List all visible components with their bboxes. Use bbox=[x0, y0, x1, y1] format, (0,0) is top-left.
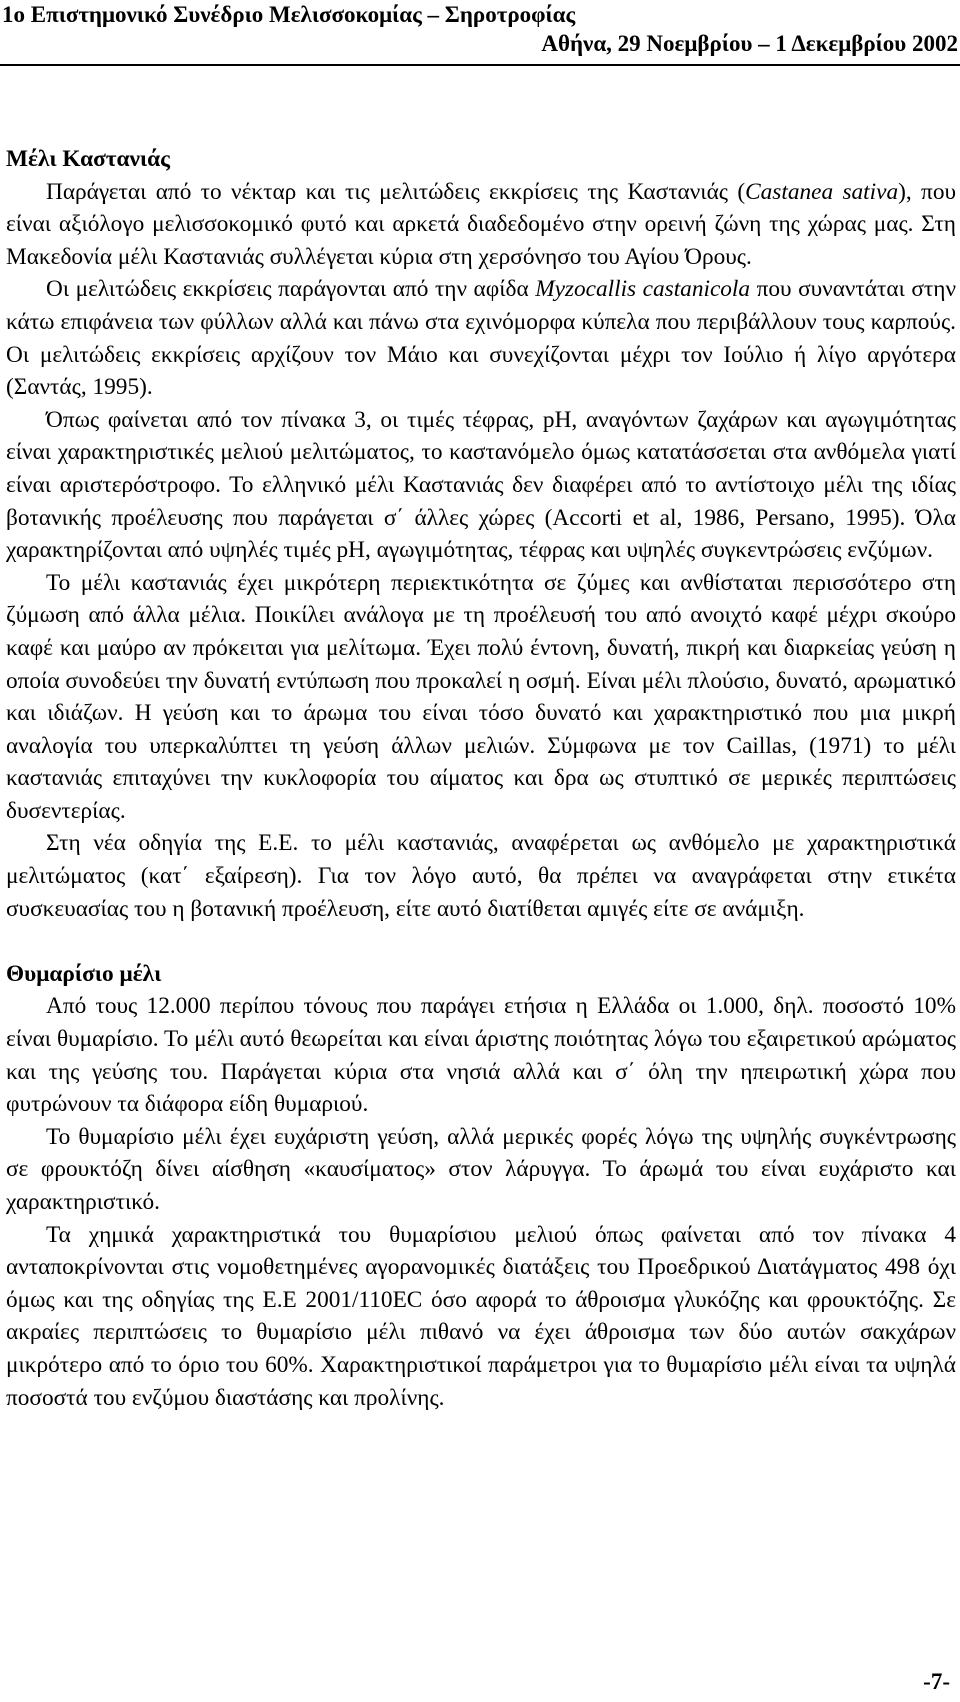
paragraph: Το μέλι καστανιάς έχει μικρότερη περιεκτικότητα σε ζύμες και ανθίσταται περισσότερο στη ζύμωση από άλλα μέλια. Ποικίλει ανάλογα με τη προέλευσή του από ανοιχτό καφέ μέχρι σκούρο καφέ και μαύρο αν πρόκειται για μελίτωμα. Έχει πολύ έντονη, δυνατή, πικρή και διαρκείας γεύση η οποία συνοδεύει την δυνατή εντύπωση που προκαλεί η οσμή. Είναι μέλι πλούσιο, δυνατό, αρωματικό και ιδιάζων. Η γεύση και το άρωμα του είναι τόσο δυνατό και χαρακτηριστικό που μια μικρή αναλογία του υπερκαλύπτει τη γεύση άλλων μελιών. Σύμφωνα με τον Caillas, (1971) το μέλι καστανιάς επιταχύνει την κυκλοφορία του αίματος και δρα ως στυπτικό σε μερικές περιπτώσεις δυσεντερίας. bbox=[6, 569, 956, 824]
scientific-name: Castanea sativa bbox=[745, 178, 899, 205]
scientific-name: Myzocallis castanicola bbox=[535, 276, 751, 303]
paragraph: Από τους 12.000 περίπου τόνους που παράγει ετήσια η Ελλάδα οι 1.000, δηλ. ποσοστό 10% είναι θυμαρίσιο. Το μέλι αυτό θεωρείται και είναι άριστης ποιότητας λόγω του εξαιρετικού αρώματος και της γεύσης του. Παράγεται κύρια στα νησιά αλλά και σ΄ όλη την ηπειρωτική χώρα που φυτρώνουν τα διάφορα είδη θυμαριού. bbox=[6, 993, 956, 1118]
text-run: που συναντάται στην κάτω επιφάνεια των φύλλων αλλά και πάνω στα εχινόμορφα κύπελα που περιβάλλουν τους καρπούς. Οι μελιτώδεις εκκρίσεις αρχίζουν τον Μάιο και συνεχίζονται μέχρι τον Ιούλιο ή λίγο αργότερα (Σαντάς, 1995). bbox=[6, 276, 956, 401]
text-run: Παράγεται από το νέκταρ και τις μελιτώδεις εκκρίσεις της Καστανιάς ( bbox=[46, 178, 746, 205]
document-body bbox=[6, 143, 956, 1414]
header-divider bbox=[0, 64, 960, 66]
paragraph: Όπως φαίνεται από τον πίνακα 3, οι τιμές τέφρας, pH, αναγόντων ζαχάρων και αγωγιμότητας είναι χαρακτηριστικές μελιού μελιτώματος, το καστανόμελο όμως κατατάσσεται στα ανθόμελα γιατί είναι αριστερόστροφο. Το ελληνικό μέλι Καστανιάς δεν διαφέρει από το αντίστοιχο μέλι της ιδίας βοτανικής προέλευσης που παράγεται σ΄ άλλες χώρες (Accorti et al, 1986, Persano, 1995). Όλα χαρακτηρίζονται από υψηλές τιμές pH, αγωγιμότητας, τέφρας και υψηλές συγκεντρώσεις ενζύμων. bbox=[6, 406, 956, 564]
section-title-thyme-honey: Θυμαρίσιο μέλι bbox=[6, 960, 162, 987]
text-run: ), που είναι αξιόλογο μελισσοκομικό φυτό και αρκετά διαδεδομένο στην ορεινή ζώνη της χώρας μας. Στη Μακεδονία μέλι Καστανιάς συλλέγεται κύρια στη χερσόνησο του Αγίου Όρους. bbox=[6, 178, 956, 270]
paragraph: Στη νέα οδηγία της Ε.Ε. το μέλι καστανιάς, αναφέρεται ως ανθόμελο με χαρακτηριστικά μελιτώματος (κατ΄ εξαίρεση). Για τον λόγο αυτό, θα πρέπει να αναγράφεται στην ετικέτα συσκευασίας του η βοτανική προέλευση, είτε αυτό διατίθεται αμιγές είτε σε ανάμιξη. bbox=[6, 830, 956, 922]
section-title-chestnut-honey: Μέλι Καστανιάς bbox=[6, 146, 170, 172]
paragraph: Τα χημικά χαρακτηριστικά του θυμαρίσιου μελιού όπως φαίνεται από τον πίνακα 4 ανταποκρίνονται στις νομοθετημένες αγορανομικές διατάξεις του Προεδρικού Διατάγματος 498 όχι όμως και της οδηγίας της Ε.Ε 2001/110EC όσο αφορά το άθροισμα γλυκόζης και φρουκτόζης. Σε ακραίες περιπτώσεις το θυμαρίσιο μέλι πιθανό να έχει άθροισμα των δύο αυτών σακχάρων μικρότερο από το όριο του 60%. Χαρακτηριστικοί παράμετροι για το θυμαρίσιο μέλι είναι τα υψηλά ποσοστά του ενζύμου διαστάσης και προλίνης. bbox=[6, 1221, 956, 1411]
page-header bbox=[0, 0, 960, 62]
page-number: -7- bbox=[923, 1669, 950, 1694]
paragraph bbox=[6, 273, 956, 403]
conference-date-location: Αθήνα, 29 Νοεμβρίου – 1 Δεκεμβρίου 2002 bbox=[541, 31, 958, 56]
paragraph bbox=[6, 176, 956, 274]
section-spacer bbox=[6, 925, 956, 958]
paragraph: Το θυμαρίσιο μέλι έχει ευχάριστη γεύση, αλλά μερικές φορές λόγω της υψηλής συγκέντρωσης σε φρουκτόζη δίνει αίσθηση «καυσίματος» στον λάρυγγα. Το άρωμά του είναι ευχάριστο και χαρακτηριστικό. bbox=[6, 1123, 956, 1215]
conference-title: 1ο Επιστημονικό Συνέδριο Μελισσοκομίας – Σηροτροφίας bbox=[2, 2, 576, 27]
text-run: Οι μελιτώδεις εκκρίσεις παράγονται από την αφίδα bbox=[46, 276, 536, 303]
